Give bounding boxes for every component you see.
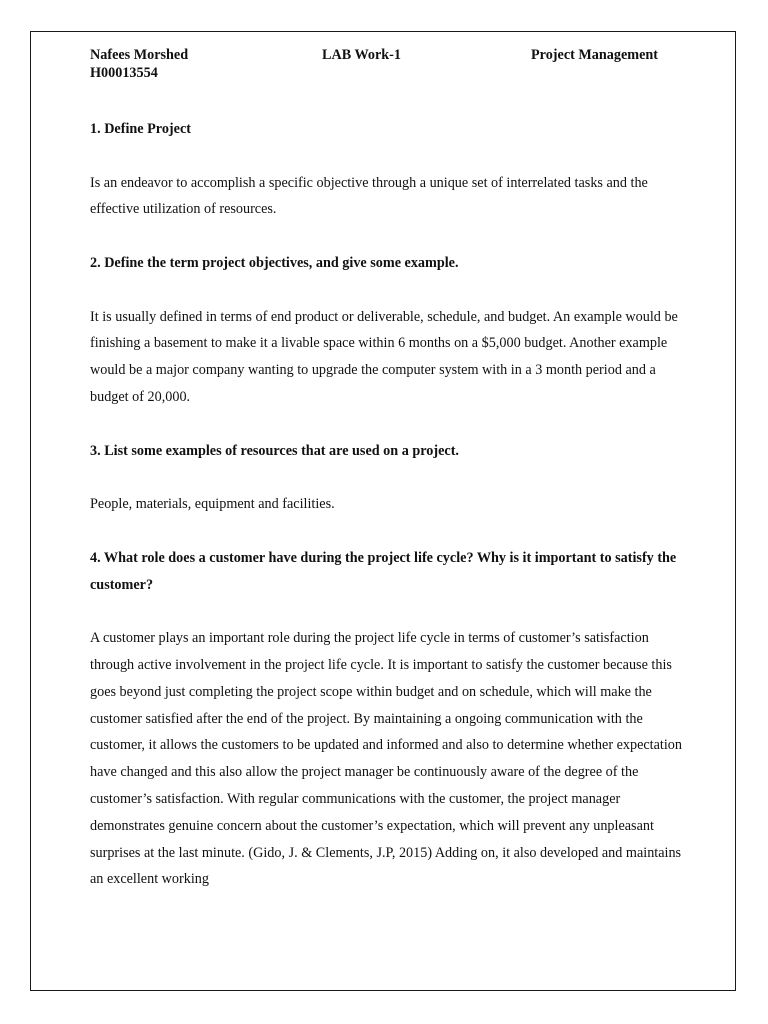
question-3: 3. List some examples of resources that are used on a project. bbox=[90, 442, 459, 459]
question-4: 4. What role does a customer have during the project life cycle? Why is it important to satisfy the customer? bbox=[90, 549, 677, 593]
spacer bbox=[90, 223, 682, 250]
answer-4: A customer plays an important role during the project life cycle in terms of customer’s satisfaction through active involvement in the project life cycle. It is important to satisfy the customer because this goes beyond just completing the project scope within budget and on schedule, which will make the customer satisfied after the end of the project. By maintaining a ongoing communication with the customer, it allows the customers to be updated and informed and also to determine whether expectation have changed and this also allow the project manager be continuously aware of the degree of the customer’s satisfaction. With regular communications with the customer, the project manager demonstrates genuine concern about the customer’s expectation, which will prevent any unpleasant surprises at the last minute. (Gido, J. & Clements, J.P, 2015) Adding on, it also developed and maintains an excellent working bbox=[90, 630, 682, 888]
spacer bbox=[90, 277, 682, 304]
answer-2: It is usually defined in terms of end product or deliverable, schedule, and budget. An example would be finishing a basement to make it a livable space within 6 months on a $5,000 budget. Another example would be a major company wanting to upgrade the computer system with in a 3 month period and a budget of 20,000. bbox=[90, 308, 678, 405]
lab-title: LAB Work-1 bbox=[322, 47, 401, 63]
author-name: Nafees Morshed bbox=[90, 47, 189, 63]
header-row bbox=[90, 46, 680, 81]
spacer bbox=[90, 143, 682, 170]
student-id: H00013554 bbox=[90, 65, 158, 81]
document-header bbox=[90, 46, 680, 81]
question-2: 2. Define the term project objectives, and give some example. bbox=[90, 254, 459, 271]
answer-3: People, materials, equipment and facilities. bbox=[90, 496, 335, 513]
document-body bbox=[90, 116, 682, 893]
spacer bbox=[90, 464, 682, 491]
course-name: Project Management bbox=[531, 47, 658, 63]
spacer bbox=[90, 598, 682, 625]
spacer bbox=[90, 518, 682, 545]
answer-1: Is an endeavor to accomplish a specific objective through a unique set of interrelated tasks and the effective utilization of resources. bbox=[90, 174, 648, 218]
spacer bbox=[90, 411, 682, 438]
question-1: 1. Define Project bbox=[90, 121, 191, 137]
